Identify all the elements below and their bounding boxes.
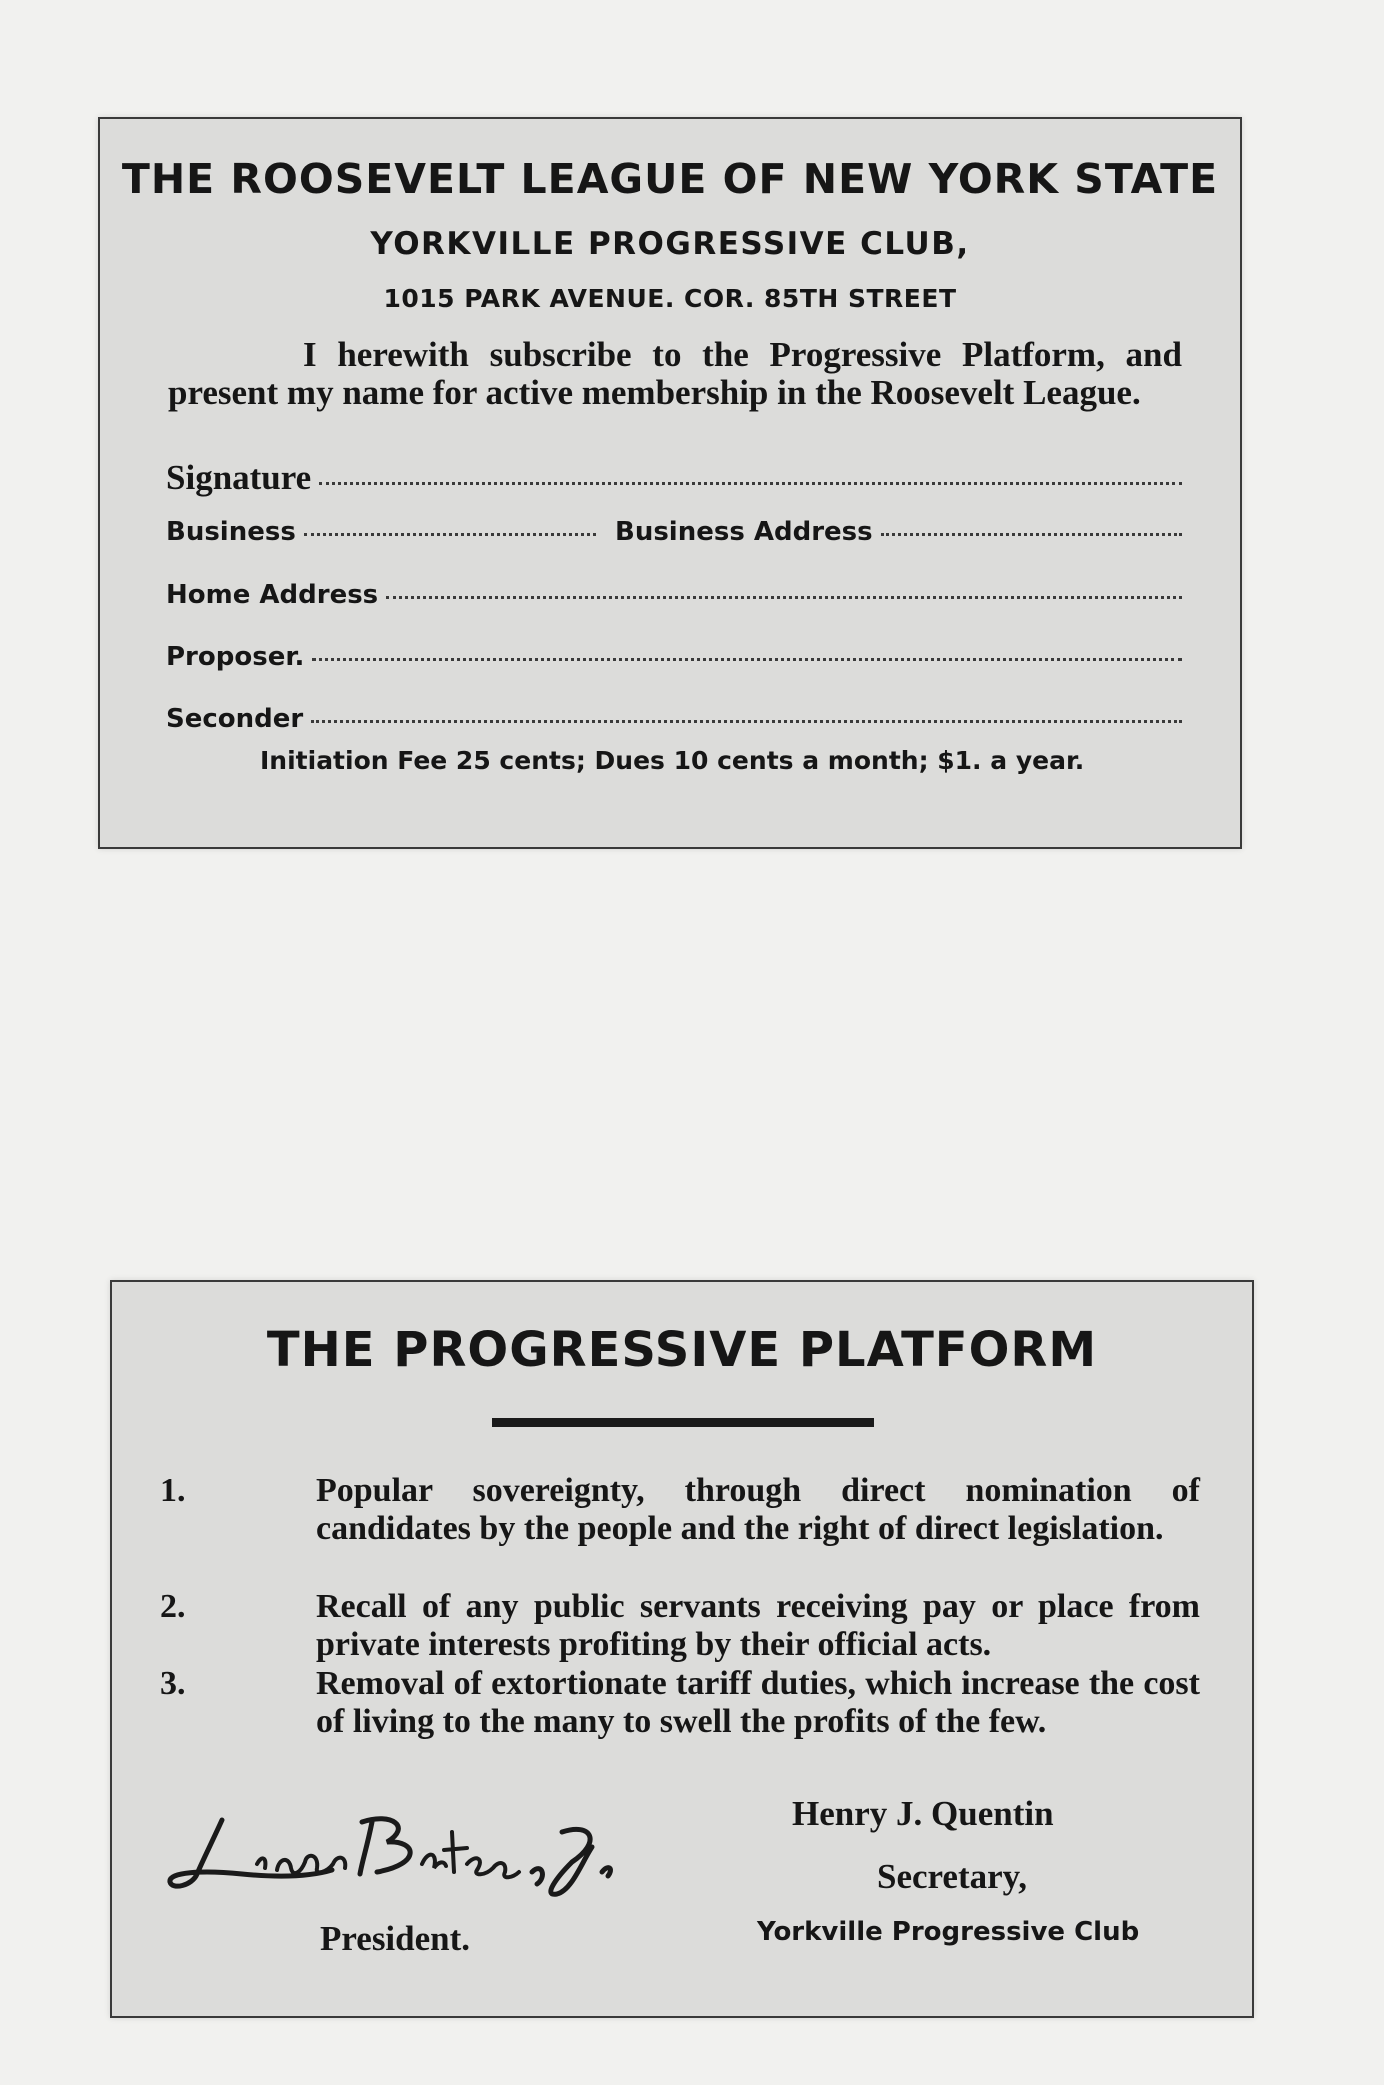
membership-card: [98, 117, 1242, 849]
business-field[interactable]: [166, 517, 596, 547]
secretary-club: Yorkville Progressive Club: [757, 1917, 1140, 1947]
seconder-field[interactable]: [166, 704, 1182, 734]
plank-number: 1.: [160, 1472, 186, 1509]
platform-title: THE PROGRESSIVE PLATFORM: [266, 1322, 1098, 1378]
plank-item: [160, 1472, 1200, 1548]
fees-note: Initiation Fee 25 cents; Dues 10 cents a month; $1. a year.: [260, 746, 1085, 775]
plank-item: [160, 1665, 1200, 1741]
plank-text: Removal of extortionate tariff duties, which increase the cost of living to the many to swell the profits of the few.: [316, 1665, 1200, 1740]
business-line[interactable]: [304, 533, 596, 536]
pledge-text: I herewith subscribe to the Progressive Platform, and present my name for active membership in the Roosevelt League.: [168, 335, 1182, 412]
signature-field[interactable]: [166, 458, 1182, 498]
signature-label: Signature: [166, 458, 312, 497]
plank-number: 3.: [160, 1665, 186, 1702]
platform-card: [110, 1280, 1254, 2018]
proposer-field[interactable]: [166, 642, 1182, 672]
seconder-line[interactable]: [311, 720, 1182, 723]
plank-text: Recall of any public servants receiving pay or place from private interests profiting by their official acts.: [316, 1588, 1200, 1663]
home-address-label: Home Address: [166, 580, 379, 610]
secretary-title: Secretary,: [877, 1857, 1027, 1896]
title-rule: [492, 1418, 874, 1427]
plank-item: [160, 1588, 1200, 1664]
league-title: THE ROOSEVELT LEAGUE OF NEW YORK STATE: [121, 155, 1219, 203]
president-signature: [162, 1802, 662, 1902]
proposer-line[interactable]: [312, 658, 1182, 661]
signature-line[interactable]: [319, 482, 1182, 485]
secretary-name: Henry J. Quentin: [792, 1794, 1054, 1833]
president-title: President.: [320, 1919, 471, 1958]
seconder-label: Seconder: [166, 704, 304, 734]
business-label: Business: [166, 517, 296, 547]
business-address-line[interactable]: [881, 533, 1182, 536]
club-name: YORKVILLE PROGRESSIVE CLUB,: [370, 226, 970, 262]
plank-number: 2.: [160, 1588, 186, 1625]
business-address-field[interactable]: [615, 517, 1182, 547]
club-address: 1015 PARK AVENUE. COR. 85TH STREET: [383, 284, 957, 313]
business-address-label: Business Address: [615, 517, 873, 547]
home-address-line[interactable]: [386, 596, 1182, 599]
plank-text: Popular sovereignty, through direct nomination of candidates by the people and the right of direct legislation.: [316, 1472, 1200, 1547]
proposer-label: Proposer.: [166, 642, 305, 672]
home-address-field[interactable]: [166, 580, 1182, 610]
